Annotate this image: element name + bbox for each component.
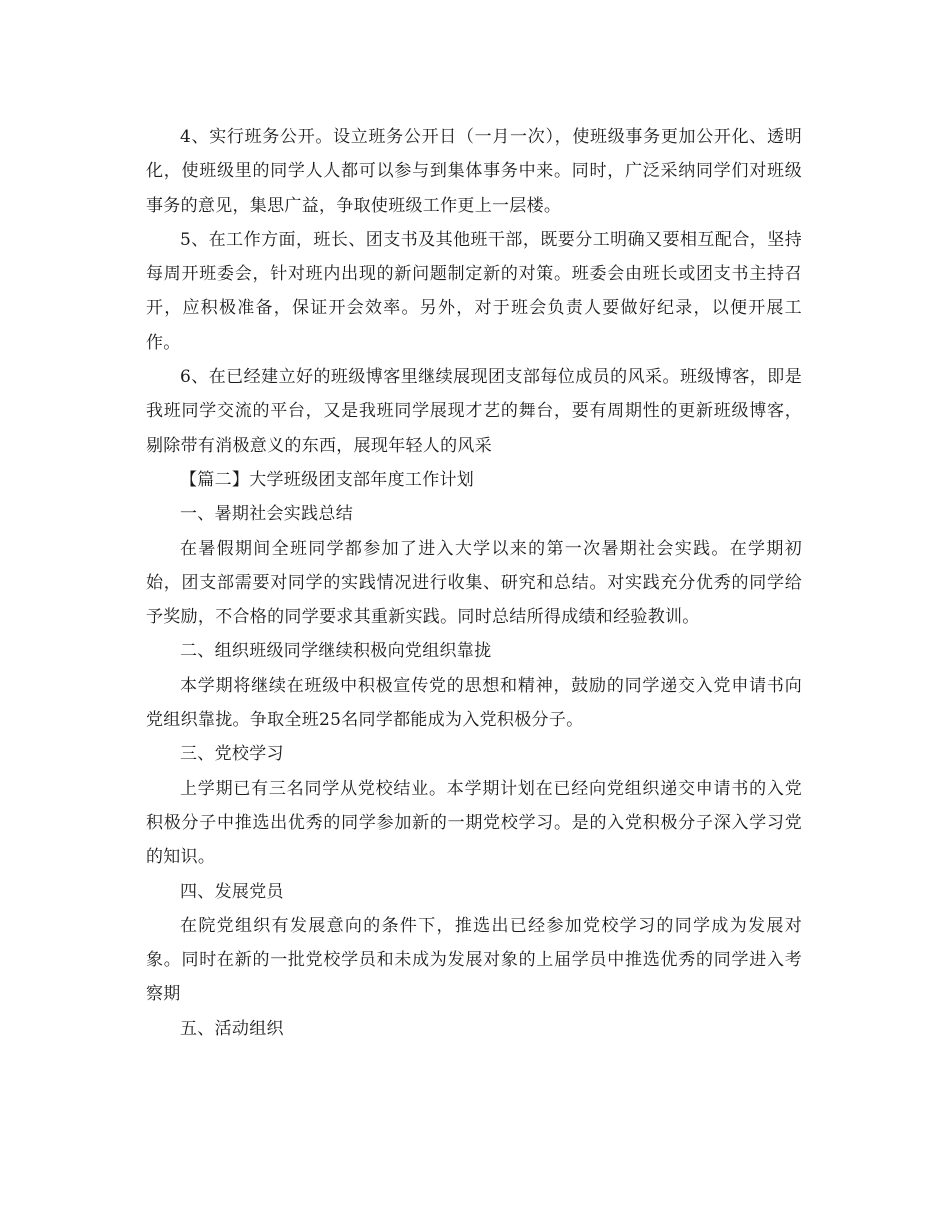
heading-party-organization: 二、组织班级同学继续积极向党组织靠拢 [180,641,492,662]
paragraph-develop-members: 在院党组织有发展意向的条件下，推选出已经参加党校学习的同学成为发展对象。同时在新的一批党校学员和未成为发展对象的上届学员中推选优秀的同学进入考察期 [146,915,802,1005]
document-page [146,120,802,1046]
paragraph-party-organization: 本学期将继续在班级中积极宣传党的思想和精神，鼓励的同学递交入党申请书向党组织靠拢。争取全班25名同学都能成为入党积极分子。 [146,675,802,731]
paragraph-item-5: 5、在工作方面，班长、团支书及其他班干部，既要分工明确又要相互配合，坚持每周开班委会，针对班内出现的新问题制定新的对策。班委会由班长或团支书主持召开，应积极准备，保证开会效率。另外，对于班会负责人要做好纪录，以便开展工作。 [146,229,802,353]
section-title-part-two: 【篇二】大学班级团支部年度工作计划 [180,469,475,490]
paragraph-summer-practice: 在暑假期间全班同学都参加了进入大学以来的第一次暑期社会实践。在学期初始，团支部需要对同学的实践情况进行收集、研究和总结。对实践充分优秀的同学给予奖励，不合格的同学要求其重新实践。同时总结所得成绩和经验教训。 [146,538,802,628]
paragraph-item-6: 6、在已经建立好的班级博客里继续展现团支部每位成员的风采。班级博客，即是我班同学交流的平台，又是我班同学展现才艺的舞台，要有周期性的更新班级博客，剔除带有消极意义的东西，展现年轻人的风采 [146,367,802,456]
heading-activity-organization: 五、活动组织 [180,1018,284,1039]
paragraph-party-school: 上学期已有三名同学从党校结业。本学期计划在已经向党组织递交申请书的入党积极分子中推选出优秀的同学参加新的一期党校学习。是的入党积极分子深入学习党的知识。 [146,778,802,868]
heading-summer-practice: 一、暑期社会实践总结 [180,504,353,525]
paragraph-item-4: 4、实行班务公开。设立班务公开日（一月一次），使班级事务更加公开化、透明化，使班级里的同学人人都可以参与到集体事务中来。同时，广泛采纳同学们对班级事务的意见，集思广益，争取使班级工作更上一层楼。 [146,127,802,216]
heading-party-school: 三、党校学习 [180,744,284,765]
heading-develop-members: 四、发展党员 [180,881,284,902]
